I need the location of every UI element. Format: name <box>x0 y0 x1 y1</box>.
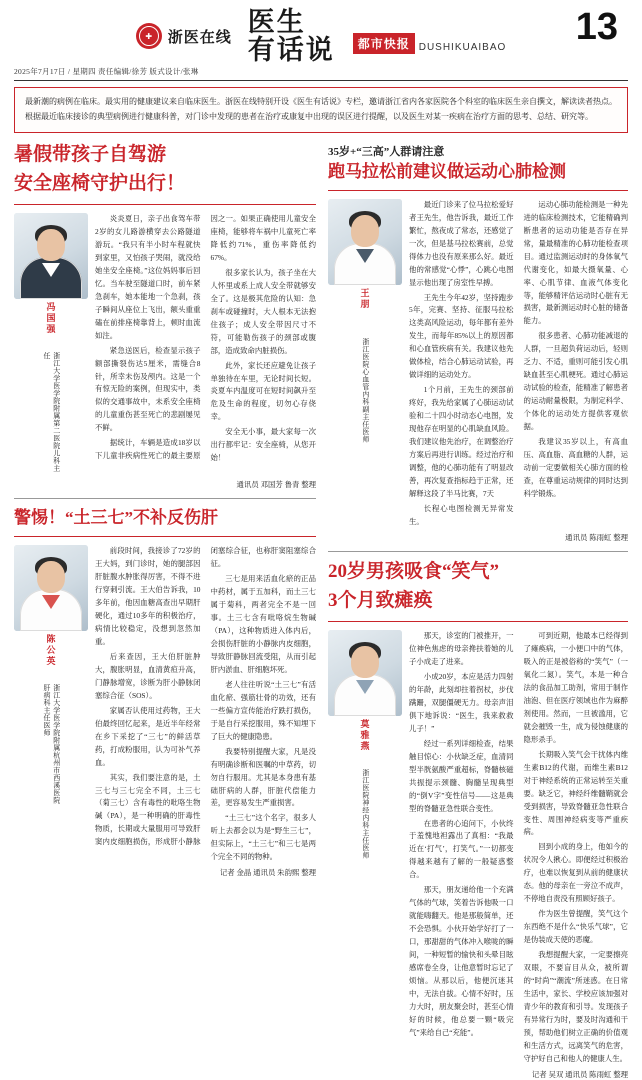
article2-body <box>95 545 316 864</box>
paper-badge-en: DUSHIKUAIBAO <box>418 41 507 53</box>
paragraph: 长期吸入笑气会干扰体内维生素B12的代谢，而维生素B12对于神经系统的正常运转至关重要。缺乏它，神经纤维髓鞘就会受到损害，导致脊髓亚急性联合变性、周围神经病变等严重疾病。 <box>523 749 628 837</box>
paragraph: 炎炎夏日，亲子出食驾车带2岁的女儿路游横穿去公路隧道游玩。“我只有半小时车程就快到家里，又怕孩子哭闹，就没给她坐安全座椅。”这位妈妈事后回忆。当车驶至隧道口时，前车紧急刹车，她本能地一个急刹，孩子瞬间从座位上飞出，额头重重磕在前排座椅靠背上，顿时血流如注。 <box>95 214 201 340</box>
article-laughing-gas <box>328 560 628 1080</box>
article4-signature: 记者 吴双 通讯员 陈雨虹 整理 <box>531 1069 628 1079</box>
paragraph: 其实，我们要注意的是，土三七与三七完全不同，土三七（菊三七）含有毒性的吡咯生物碱（PA），是一种明确的肝毒性物质，长期或大量服用可导致肝窦内皮细胞损伤，形成肝小静脉闭塞综合征，也称肝窦阻塞综合征。 <box>95 546 316 847</box>
section-title-line1: 医生 <box>247 6 306 37</box>
divider <box>328 190 628 191</box>
paragraph: 据统计，车辆是造成18岁以下儿童非疾病性死亡的最主要原因之一。如果正确使用儿童安全座椅，能够将车祸中儿童死亡率降低约71%，重伤率降低约67%。 <box>95 214 316 461</box>
doctor-photo <box>14 545 88 631</box>
doctor-photo <box>14 213 88 299</box>
paragraph: 可到近期，他最本已经得到了瘫痪病，一小便口中的气体，吸入的正是被俗称的“笑气”（一氧化二氮）。笑气，本是一种合法的食品加工助剂，常用于制作油泡、但在医疗领域也作为麻醉剂使用。然而，一旦被滥用，它就会摧毁一生，成为侵蚀健康的隐形杀手。 <box>523 631 628 744</box>
article3-doctor-desc: 浙江医院心血管内科副主任医师 <box>361 337 370 443</box>
article-marathon <box>328 143 628 543</box>
paper-badge <box>353 33 507 54</box>
doctor-portrait-block <box>14 545 88 804</box>
masthead-left <box>136 8 507 65</box>
paragraph: 此外，家长还应避免让孩子单独待在车里，无论时间长短。炎夏车内温度可在短时间飙升至危及生命的程度，切勿心存侥幸。 <box>210 360 316 422</box>
doctor-portrait-block <box>328 630 402 889</box>
paragraph: 三七是用来活血化瘀的正品中药材，属于五加科，而土三七属于菊科，两者完全不是一回事。土三七含有吡咯烷生物碱（PA），这种物质进入体内后，会损伤肝脏的小静脉内皮细胞，导致肝静脉回流受阻，从而引起肝内淤血、肝细胞坏死。 <box>210 574 316 674</box>
paragraph: 运动心肺功能检测是一种先进的临床检测技术，它能精确判断患者的运动功能是否存在异常，量最精准的心肺功能检查项目。通过监测运动时的身体氧气代谢变化，如最大摄氧量、心率、心肌节律、血液气体变化等，能够精评估运动时心脏有无损害，最新测运动时心脏的储备能力。 <box>523 199 628 326</box>
page-number: 13 <box>575 6 618 48</box>
divider <box>14 498 316 499</box>
section-title-line2: 有话说 <box>247 35 335 65</box>
article1-signature: 通讯员 邓国芳 鲁青 整理 <box>236 480 316 490</box>
paragraph: 安全无小事，最大家每一次出行都牢记：安全座椅，从您开始！ <box>210 427 316 463</box>
doctor-photo <box>328 199 402 285</box>
content-columns <box>14 143 628 1080</box>
divider <box>14 204 316 205</box>
article1-body <box>95 213 316 465</box>
paragraph: 家属否认使用过药物，王大伯最终回忆起来，是近半年经常在乡下采挖了“三七”的鲜活草药，打成粉服用，认为可补气养血。 <box>95 705 201 767</box>
paragraph: 后来查因，王大伯肝脏肿大，腹胀明显，血清黄疸升高，门静脉增宽，诊断为肝小静脉闭塞综合征（SOS）。 <box>95 651 201 700</box>
right-column <box>328 143 628 1080</box>
paragraph: 那天，诊室的门被推开，一位神色焦虑的母亲搀扶着她的儿子小成走了进来。 <box>409 631 514 667</box>
doctor-portrait-block <box>328 199 402 458</box>
article2-doctor-name: 陈公英 <box>45 634 56 668</box>
paragraph: “土三七”这个名字，很多人听上去都会以为是“野生三七”，但实际上，“土三七”和三七是两个完全不同的物种。 <box>210 813 316 862</box>
intro-box: 最新潮的病例在临床。最实用的健康建议来自临床医生。浙医在线特别开设《医生有话说》专栏，邀请浙江省内各家医院各个科室的临床医生亲自撰文，解读读者热点。根据最近临床接诊的典型病例进行健康科普，对门诊中发现的患者在治疗或康复中出现的误区进行提醒，以及医生对某一疾病在治疗方面的思考、总结、研究等。 <box>14 87 628 133</box>
paragraph: 作为医生曾提醒，笑气这个东西绝不是什么“快乐气球”，它是伪装成天使的恶魔。 <box>523 909 628 945</box>
masthead <box>14 0 628 66</box>
divider <box>328 621 628 622</box>
cross-medical-icon: ✚ <box>136 23 162 49</box>
paragraph: 紧急送医后，检查显示孩子额部撕裂伤达5厘米，需缝合8针，所幸未伤及颅内。这是一个有惊无险的案例，但现实中，类似的交通事故中，未系安全座椅的儿童重伤甚至死亡的悲剧屡见不鲜。 <box>95 345 201 433</box>
paragraph: 前段时间，我接诊了72岁的王大妈，到门诊时，她的腿部因肝脏腹水肿胀得厉害，不得不进行穿刺引流。王大伯告诉我，10多年前，他因血糖高查出早期肝硬化，通过10多年的积极治疗，病情比较稳定，没想到忽然加重。 <box>95 546 201 647</box>
paragraph: 最近门诊来了位马拉松爱好者王先生，他告诉我，最近工作繁忙，熬夜成了常态，还感觉了一次，但是基马拉松赛前，总觉得体力也没有原来那么好。最近他的常感觉“心悸”，心跳心电图显示他出现了房室性早搏。 <box>409 199 514 287</box>
paragraph: 我建议35岁以上，有高血压、高血脂、高血糖的人群，运动前一定要做相关心肺方面的检查，在尊重运动规律的同时达到科学锻炼。 <box>523 437 628 498</box>
article1-headline-line1: 暑假带孩子自驾游 <box>14 143 167 165</box>
issue-byline: 2025年7月17日 / 星期四 责任编辑/徐芳 版式设计/张琳 <box>14 66 628 81</box>
article4-doctor-desc: 浙江医院神经内科主任医师 <box>361 769 370 860</box>
article4-headline-line2: 3个月致瘫痪 <box>328 590 433 612</box>
paragraph: 王先生今年42岁，坚持跑步5年，完赛、坚持、征服马拉松这类高风险运动，每年都有差外发生，而每年85%以上的原因都和心血管疾病有关。我建议他先做体检，结合心肺运动试验，再做详细的运动处方。 <box>409 292 514 380</box>
doctor-photo <box>328 630 402 716</box>
article3-signature: 通讯员 陈雨虹 整理 <box>565 532 628 542</box>
paragraph: 1个月前，王先生的颈部前疼好，我先给家属了心肺运动试验和二十四小时动态心电图，发现他存在明显的心肌缺血风险。我们建议他先治疗，在调整治疗方案后再进行训练。经过治疗和调整，他的心肺功能有了明显改善，再次复查指标趋于正常，还解释这段了半马比赛，7天 <box>409 385 514 498</box>
paragraph: 回到小成的身上，他如今的状况令人揪心。即便经过积极治疗，也难以恢复到从前的健康状态。他的母亲在一旁泣不成声，不停地自责没有照顾好孩子。 <box>523 842 628 904</box>
paragraph: 很多家长认为，孩子坐在大人怀里或系上成人安全带就够安全了。这是极其危险的认知：急刹车或碰撞时，大人根本无法抱住孩子；成人安全带因尺寸不符，可能勒伤孩子的颈部或腹部，造成致命内脏损伤。 <box>210 267 316 355</box>
paragraph: 小成20岁，本应是活力四射的年龄，此刻却拄着拐杖，步伐蹒跚，双腿僵硬无力。母亲声泪俱下地诉说：“医生，我来救救儿子！” <box>409 672 514 733</box>
paragraph: 经过一系列详细检查，结果触目惊心：小伙缺乏症，血清同型半胱氨酸严重超标，脊髓核磁共振提示颈髓、胸髓呈现典型的“倒V字”变性信号——这是典型的脊髓亚急性联合变性。 <box>409 738 514 813</box>
article3-body <box>409 199 628 529</box>
article1-doctor-desc: 浙江大学医学院附属第二医院儿科主任 <box>43 352 61 473</box>
article2-signature: 记者 金晶 通讯员 朱韵熙 整理 <box>219 868 316 878</box>
divider <box>14 536 316 537</box>
article3-subhead: 35岁+“三高”人群请注意 <box>328 145 445 158</box>
paragraph: 很多患者、心肺功能减退的人群，一旦超负荷运动后，轻则乏力、不适，重则可能引发心肌缺血甚至心肌梗死。通过心肺运动试验的检查，能精准了解患者的运动耐量极限，为制定科学、个体化的运动处方提供客观依据。 <box>523 331 628 432</box>
left-column <box>14 143 316 1080</box>
article4-doctor-name: 莫雅燕 <box>359 719 370 753</box>
article3-headline: 跑马拉松前建议做运动心肺检测 <box>328 161 566 181</box>
doctor-portrait-block <box>14 213 88 472</box>
paragraph: 那天，朋友递给他一个充满气体的气球，笑着告诉他吸一口就能嗨翻天。他是那般简单，还不会恐惧。小伙开始学好打了一口，那甜甜的气体冲入喉咙的瞬间，一种短暂的愉快和头晕目眩感席卷全身，让他意暂时忘记了烦恼。从那以后，他便沉迷其中，无法自拔。心情不好时，压力大时，朋友聚会时，甚至心情好的时候，他总要一颗“吸完气”来给自己“充能”。 <box>409 885 514 1037</box>
article1-doctor-name: 冯国强 <box>45 302 56 336</box>
article-safety-seat <box>14 143 316 491</box>
divider <box>328 551 628 552</box>
article4-headline-line1: 20岁男孩吸食“笑气” <box>328 560 500 582</box>
article2-doctor-desc: 浙江大学医学院附属杭州市西溪医院肝病科主任医师 <box>43 684 61 805</box>
article3-doctor-name: 王朋 <box>359 287 370 310</box>
paragraph: 长程心电图检测无异常发生。 <box>409 503 514 526</box>
paragraph: 在患者的心追问下，小伙终于羞愧地袒露出了真相：“我最近在‘打气’，打笑气。”一切都变得越来越有了解的一般疑惑整合。 <box>409 818 514 880</box>
article2-headline: 警惕！“土三七”不补反伤肝 <box>14 508 218 528</box>
article-tusanqi <box>14 507 316 878</box>
paragraph: 我想提醒大家，一定要擦亮双眼，不要盲目从众，被所谓的“时尚”“潮流”所迷惑。在日常生活中，家长、学校应该加强对青少年的教育和引导。发现孩子有异常行为时，要及时沟通和干预，帮助他们树立正确的价值观和生活方式，远离笑气的危害，守护好自己和他人的健康人生。 <box>523 950 628 1063</box>
paragraph: 我要特别提醒大家，凡是没有明确诊断和医嘱的中草药，切勿自行服用。尤其是本身患有基础肝病的人群，肝脏代偿能力差，更容易发生严重损害。 <box>210 746 316 808</box>
site-name: 浙医在线 <box>167 29 232 46</box>
article1-headline-line2: 安全座椅守护出行！ <box>14 173 186 195</box>
paper-badge-cn: 都市快报 <box>353 33 415 54</box>
section-title <box>238 8 335 65</box>
paragraph: 老人往往听说“土三七”有活血化瘀、强筋壮骨的功效，还有一些偏方宣传能治疗跌打损伤，于是自行采挖服用，殊不知埋下了巨大的健康隐患。 <box>210 679 316 741</box>
article4-body <box>409 630 628 1065</box>
